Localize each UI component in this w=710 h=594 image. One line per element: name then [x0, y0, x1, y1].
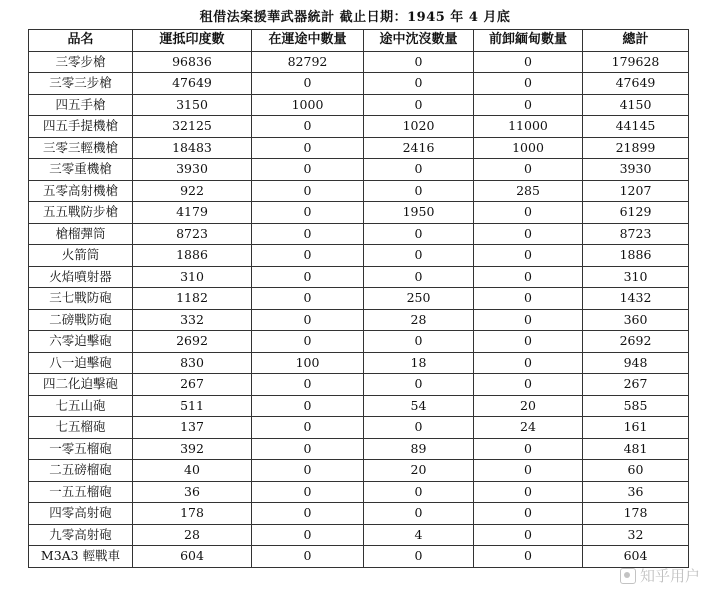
cell-sunk-en-route: 0 [364, 245, 474, 267]
table-row [29, 331, 689, 353]
cell-arrived-india: 178 [133, 503, 252, 525]
cell-arrived-india: 47649 [133, 73, 252, 95]
cell-unloaded-burma: 0 [474, 159, 583, 181]
cell-in-transit: 100 [252, 352, 364, 374]
cell-total: 948 [583, 352, 689, 374]
cell-arrived-india: 604 [133, 546, 252, 568]
cell-in-transit: 0 [252, 245, 364, 267]
table-header [29, 30, 689, 52]
cell-arrived-india: 4179 [133, 202, 252, 224]
cell-total: 36 [583, 481, 689, 503]
cell-unloaded-burma: 1000 [474, 137, 583, 159]
cell-sunk-en-route: 0 [364, 266, 474, 288]
table-row [29, 223, 689, 245]
cell-sunk-en-route: 0 [364, 331, 474, 353]
cell-total: 60 [583, 460, 689, 482]
cell-sunk-en-route: 0 [364, 159, 474, 181]
table-row [29, 245, 689, 267]
cell-item-name: 火箭筒 [29, 245, 133, 267]
cell-total: 8723 [583, 223, 689, 245]
table-row [29, 374, 689, 396]
table-row [29, 137, 689, 159]
cell-item-name: 四五手槍 [29, 94, 133, 116]
header-sunk-en-route: 途中沈沒數量 [364, 30, 474, 52]
header-item-name: 品名 [29, 30, 133, 52]
cell-in-transit: 0 [252, 524, 364, 546]
cell-arrived-india: 332 [133, 309, 252, 331]
cell-item-name: M3A3 輕戰車 [29, 546, 133, 568]
table-row [29, 309, 689, 331]
cell-in-transit: 82792 [252, 51, 364, 73]
cell-arrived-india: 36 [133, 481, 252, 503]
cell-item-name: 四零高射砲 [29, 503, 133, 525]
cell-unloaded-burma: 0 [474, 94, 583, 116]
header-row [29, 30, 689, 52]
cell-item-name: 二五磅榴砲 [29, 460, 133, 482]
cell-item-name: 槍榴彈筒 [29, 223, 133, 245]
header-in-transit: 在運途中數量 [252, 30, 364, 52]
cell-unloaded-burma: 0 [474, 223, 583, 245]
table-row [29, 438, 689, 460]
cell-arrived-india: 830 [133, 352, 252, 374]
cell-item-name: 三七戰防砲 [29, 288, 133, 310]
cell-in-transit: 0 [252, 481, 364, 503]
cell-item-name: 三零重機槍 [29, 159, 133, 181]
table-row [29, 73, 689, 95]
table-row [29, 116, 689, 138]
cell-arrived-india: 40 [133, 460, 252, 482]
cell-arrived-india: 3150 [133, 94, 252, 116]
cell-sunk-en-route: 0 [364, 223, 474, 245]
cell-unloaded-burma: 24 [474, 417, 583, 439]
cell-in-transit: 0 [252, 460, 364, 482]
cell-sunk-en-route: 0 [364, 51, 474, 73]
cell-unloaded-burma: 0 [474, 51, 583, 73]
table-row [29, 51, 689, 73]
cell-sunk-en-route: 0 [364, 374, 474, 396]
table-row [29, 159, 689, 181]
lend-lease-weapons-table [28, 29, 689, 568]
cell-sunk-en-route: 4 [364, 524, 474, 546]
cell-in-transit: 0 [252, 159, 364, 181]
zhihu-logo-icon [620, 568, 636, 584]
cell-sunk-en-route: 89 [364, 438, 474, 460]
cell-unloaded-burma: 0 [474, 481, 583, 503]
cell-in-transit: 0 [252, 331, 364, 353]
cell-total: 32 [583, 524, 689, 546]
cell-unloaded-burma: 0 [474, 288, 583, 310]
cell-item-name: 五五戰防步槍 [29, 202, 133, 224]
table-row [29, 288, 689, 310]
cell-item-name: 六零迫擊砲 [29, 331, 133, 353]
cell-total: 47649 [583, 73, 689, 95]
cell-in-transit: 0 [252, 395, 364, 417]
cell-sunk-en-route: 0 [364, 503, 474, 525]
cell-total: 21899 [583, 137, 689, 159]
cell-arrived-india: 922 [133, 180, 252, 202]
cell-unloaded-burma: 0 [474, 73, 583, 95]
cell-sunk-en-route: 1950 [364, 202, 474, 224]
table-row [29, 503, 689, 525]
header-arrived-india: 運抵印度數 [133, 30, 252, 52]
cell-in-transit: 0 [252, 503, 364, 525]
cell-in-transit: 0 [252, 438, 364, 460]
header-unloaded-burma: 前卸緬甸數量 [474, 30, 583, 52]
cell-arrived-india: 96836 [133, 51, 252, 73]
cell-unloaded-burma: 0 [474, 546, 583, 568]
cell-total: 179628 [583, 51, 689, 73]
cell-in-transit: 0 [252, 546, 364, 568]
cell-unloaded-burma: 20 [474, 395, 583, 417]
cell-sunk-en-route: 0 [364, 417, 474, 439]
cell-total: 585 [583, 395, 689, 417]
watermark [620, 565, 700, 586]
cell-item-name: 三零步槍 [29, 51, 133, 73]
cell-arrived-india: 392 [133, 438, 252, 460]
cell-arrived-india: 511 [133, 395, 252, 417]
cell-in-transit: 0 [252, 374, 364, 396]
cell-unloaded-burma: 0 [474, 245, 583, 267]
cell-total: 178 [583, 503, 689, 525]
cell-in-transit: 0 [252, 417, 364, 439]
cell-arrived-india: 28 [133, 524, 252, 546]
cell-item-name: 火焰噴射器 [29, 266, 133, 288]
cell-arrived-india: 32125 [133, 116, 252, 138]
cell-total: 161 [583, 417, 689, 439]
cell-in-transit: 0 [252, 137, 364, 159]
cell-arrived-india: 2692 [133, 331, 252, 353]
cell-in-transit: 0 [252, 309, 364, 331]
cell-sunk-en-route: 0 [364, 180, 474, 202]
table-row [29, 546, 689, 568]
cell-sunk-en-route: 250 [364, 288, 474, 310]
cell-item-name: 三零三輕機槍 [29, 137, 133, 159]
table-row [29, 180, 689, 202]
cell-item-name: 七五山砲 [29, 395, 133, 417]
cell-unloaded-burma: 0 [474, 266, 583, 288]
cell-arrived-india: 267 [133, 374, 252, 396]
cell-total: 481 [583, 438, 689, 460]
cell-total: 1207 [583, 180, 689, 202]
cell-unloaded-burma: 0 [474, 202, 583, 224]
cell-item-name: 三零三步槍 [29, 73, 133, 95]
cell-unloaded-burma: 0 [474, 503, 583, 525]
cell-arrived-india: 3930 [133, 159, 252, 181]
cell-arrived-india: 8723 [133, 223, 252, 245]
cell-total: 2692 [583, 331, 689, 353]
table-row [29, 524, 689, 546]
cell-sunk-en-route: 28 [364, 309, 474, 331]
cell-total: 310 [583, 266, 689, 288]
cell-unloaded-burma: 11000 [474, 116, 583, 138]
cell-item-name: 八一迫擊砲 [29, 352, 133, 374]
cell-total: 4150 [583, 94, 689, 116]
cell-unloaded-burma: 0 [474, 309, 583, 331]
watermark-text: 知乎用户 [639, 567, 700, 585]
table-row [29, 94, 689, 116]
cell-in-transit: 0 [252, 223, 364, 245]
cell-sunk-en-route: 54 [364, 395, 474, 417]
header-total: 總計 [583, 30, 689, 52]
cell-unloaded-burma: 0 [474, 331, 583, 353]
cell-sunk-en-route: 20 [364, 460, 474, 482]
table-title: 租借法案援華武器統計 截止日期：1945 年 4 月底 [199, 10, 511, 25]
cell-unloaded-burma: 0 [474, 374, 583, 396]
cell-unloaded-burma: 0 [474, 352, 583, 374]
cell-unloaded-burma: 0 [474, 460, 583, 482]
cell-item-name: 七五榴砲 [29, 417, 133, 439]
cell-in-transit: 1000 [252, 94, 364, 116]
cell-in-transit: 0 [252, 116, 364, 138]
cell-total: 604 [583, 546, 689, 568]
cell-item-name: 二磅戰防砲 [29, 309, 133, 331]
cell-arrived-india: 310 [133, 266, 252, 288]
cell-item-name: 五零高射機槍 [29, 180, 133, 202]
cell-sunk-en-route: 1020 [364, 116, 474, 138]
table-row [29, 202, 689, 224]
cell-arrived-india: 137 [133, 417, 252, 439]
cell-sunk-en-route: 0 [364, 94, 474, 116]
table-row [29, 417, 689, 439]
cell-total: 360 [583, 309, 689, 331]
table-row [29, 460, 689, 482]
cell-sunk-en-route: 0 [364, 73, 474, 95]
table-row [29, 395, 689, 417]
cell-total: 44145 [583, 116, 689, 138]
cell-total: 1432 [583, 288, 689, 310]
cell-total: 6129 [583, 202, 689, 224]
cell-in-transit: 0 [252, 266, 364, 288]
cell-arrived-india: 1886 [133, 245, 252, 267]
cell-item-name: 四二化迫擊砲 [29, 374, 133, 396]
cell-unloaded-burma: 0 [474, 524, 583, 546]
cell-in-transit: 0 [252, 202, 364, 224]
table-row [29, 266, 689, 288]
cell-total: 1886 [583, 245, 689, 267]
table-row [29, 481, 689, 503]
cell-in-transit: 0 [252, 73, 364, 95]
cell-in-transit: 0 [252, 180, 364, 202]
cell-total: 267 [583, 374, 689, 396]
cell-item-name: 九零高射砲 [29, 524, 133, 546]
cell-sunk-en-route: 0 [364, 546, 474, 568]
table-body [29, 51, 689, 567]
cell-total: 3930 [583, 159, 689, 181]
table-row [29, 352, 689, 374]
cell-sunk-en-route: 2416 [364, 137, 474, 159]
cell-item-name: 一零五榴砲 [29, 438, 133, 460]
cell-unloaded-burma: 285 [474, 180, 583, 202]
cell-sunk-en-route: 0 [364, 481, 474, 503]
cell-unloaded-burma: 0 [474, 438, 583, 460]
cell-arrived-india: 1182 [133, 288, 252, 310]
cell-item-name: 一五五榴砲 [29, 481, 133, 503]
cell-arrived-india: 18483 [133, 137, 252, 159]
cell-item-name: 四五手提機槍 [29, 116, 133, 138]
cell-in-transit: 0 [252, 288, 364, 310]
cell-sunk-en-route: 18 [364, 352, 474, 374]
